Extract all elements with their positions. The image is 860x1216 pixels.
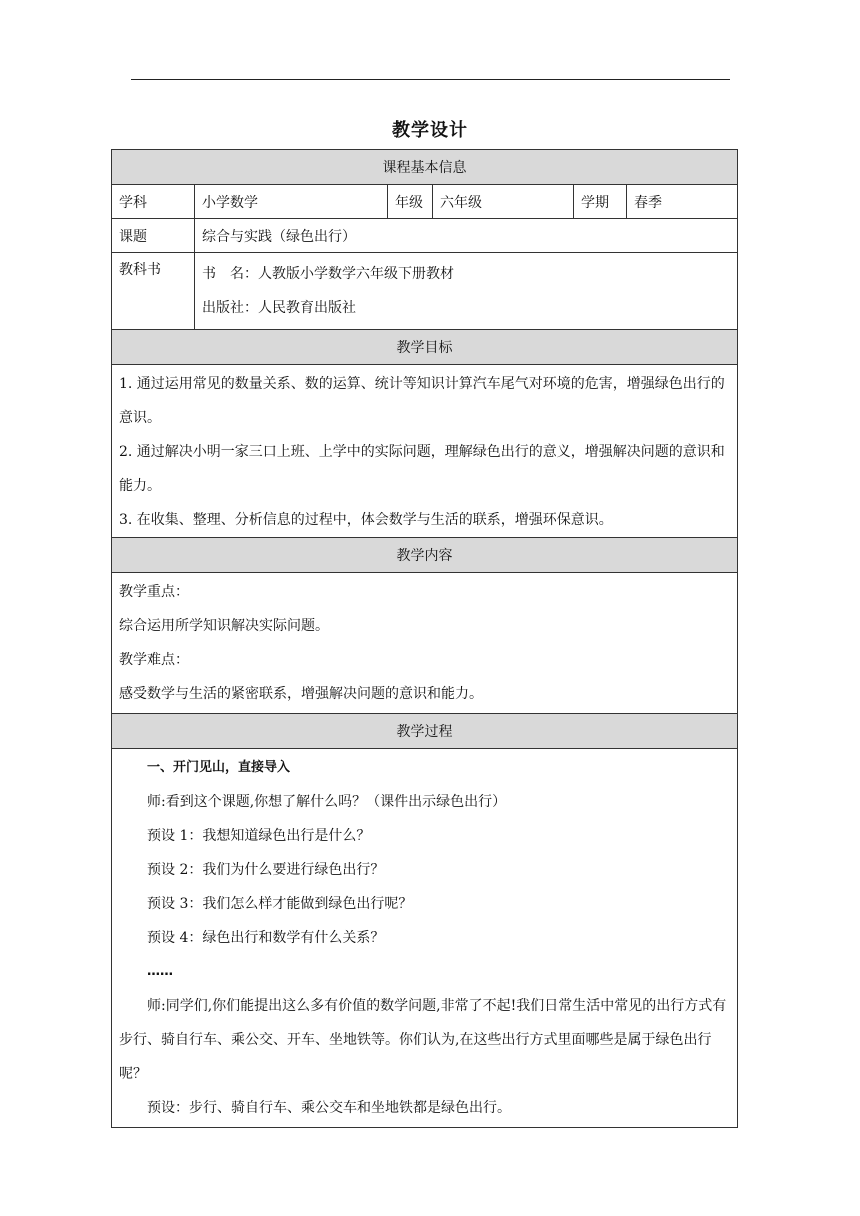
subject-label: 学科 — [112, 185, 195, 219]
process-line: 预设：步行、骑自行车、乘公交车和坐地铁都是绿色出行。 — [147, 1100, 511, 1116]
textbook-name-line: 书 名：人教版小学数学六年级下册教材 — [202, 266, 454, 282]
term-value: 春季 — [627, 185, 738, 219]
objective-item-2: 2. 通过解决小明一家三口上班、上学中的实际问题，理解绿色出行的意义，增强解决问题的意识和能力。 — [119, 444, 725, 494]
objective-item-3: 3. 在收集、整理、分析信息的过程中，体会数学与生活的联系，增强环保意识。 — [119, 512, 613, 528]
topic-label: 课题 — [112, 219, 195, 253]
process-line: 师:看到这个课题,你想了解什么吗？（课件出示绿色出行） — [147, 794, 507, 810]
grade-value: 六年级 — [433, 185, 574, 219]
section-header-process: 教学过程 — [112, 714, 738, 749]
process-line: 预设 1：我想知道绿色出行是什么？ — [147, 828, 371, 844]
objectives-row — [112, 365, 738, 538]
key-point-label: 教学重点： — [119, 584, 189, 600]
section-header-content: 教学内容 — [112, 538, 738, 573]
subject-value: 小学数学 — [195, 185, 388, 219]
content-body — [112, 573, 738, 714]
section-header-objectives: 教学目标 — [112, 330, 738, 365]
objective-item-1: 1. 通过运用常见的数量关系、数的运算、统计等知识计算汽车尾气对环境的危害，增强绿色出行的意识。 — [119, 376, 725, 426]
process-ellipsis: …… — [147, 964, 173, 979]
objectives-list — [112, 365, 738, 538]
objectives-header-row — [112, 330, 738, 365]
process-row — [112, 749, 738, 1128]
textbook-row — [112, 253, 738, 330]
basic-info-header-row — [112, 150, 738, 185]
textbook-publisher-line: 出版社：人民教育出版社 — [202, 300, 356, 316]
lesson-plan-table — [111, 149, 738, 1128]
process-section-heading: 一、开门见山，直接导入 — [147, 760, 291, 775]
content-row — [112, 573, 738, 714]
process-header-row — [112, 714, 738, 749]
term-label: 学期 — [574, 185, 627, 219]
content-header-row — [112, 538, 738, 573]
document-title: 教学设计 — [392, 120, 468, 141]
textbook-value — [195, 253, 738, 330]
difficulty-label: 教学难点： — [119, 652, 189, 668]
process-body — [112, 749, 738, 1128]
topic-value: 综合与实践（绿色出行） — [195, 219, 738, 253]
topic-row — [112, 219, 738, 253]
process-line: 预设 2：我们为什么要进行绿色出行？ — [147, 862, 385, 878]
section-header-basic-info: 课程基本信息 — [112, 150, 738, 185]
difficulty-text: 感受数学与生活的紧密联系，增强解决问题的意识和能力。 — [119, 686, 483, 702]
grade-label: 年级 — [388, 185, 433, 219]
subject-row — [112, 185, 738, 219]
process-line: 预设 4：绿色出行和数学有什么关系？ — [147, 930, 385, 946]
header-rule — [131, 79, 730, 80]
key-point-text: 综合运用所学知识解决实际问题。 — [119, 618, 329, 634]
process-line: 师:同学们,你们能提出这么多有价值的数学问题,非常了不起!我们日常生活中常见的出行方式有步行、骑自行车、乘公交、开车、坐地铁等。你们认为,在这些出行方式里面哪些是属于绿色出行呢？ — [119, 998, 727, 1082]
process-line: 预设 3：我们怎么样才能做到绿色出行呢？ — [147, 896, 413, 912]
textbook-label: 教科书 — [112, 253, 195, 330]
